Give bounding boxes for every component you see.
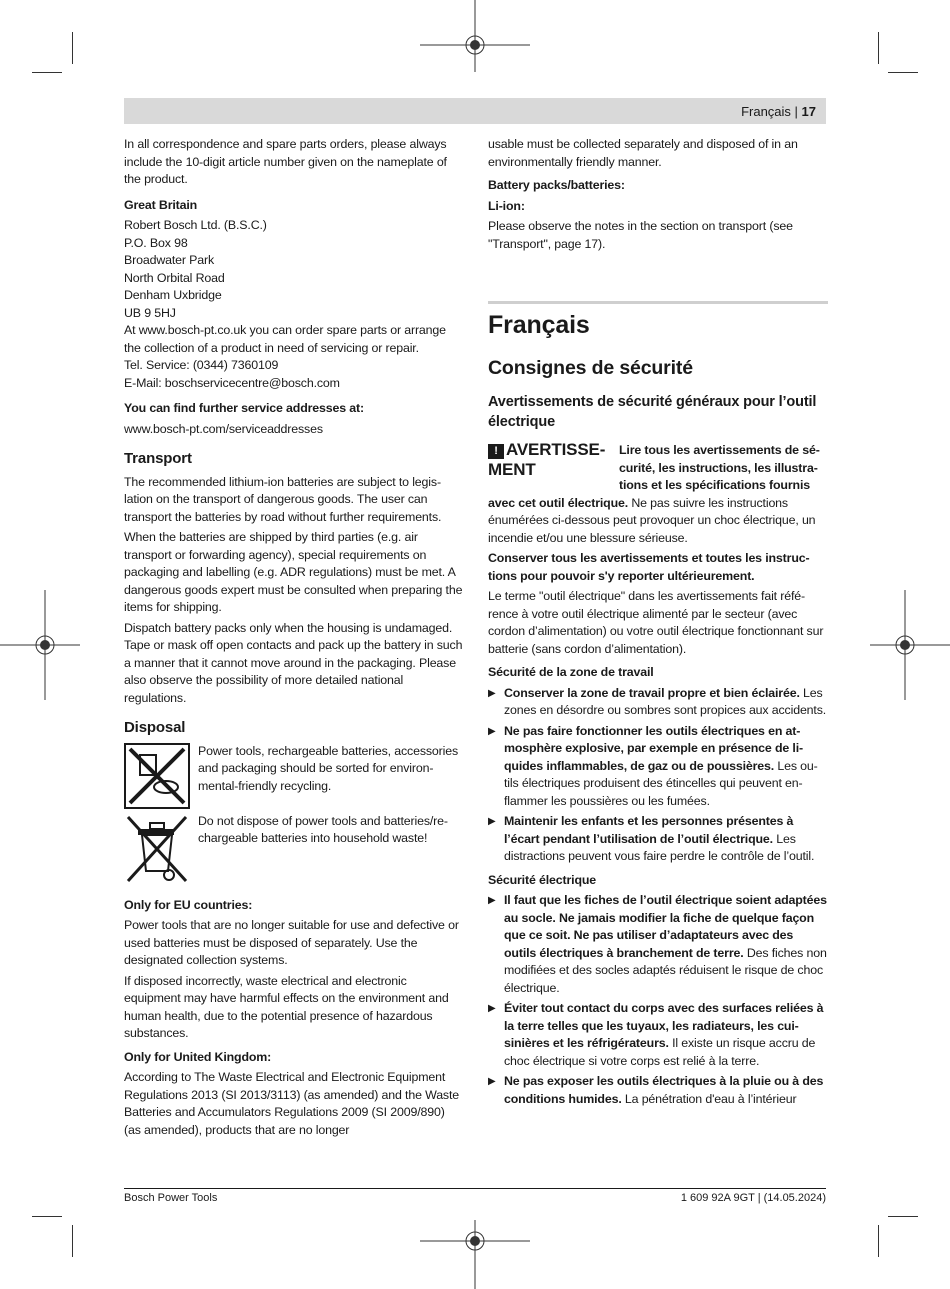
- uk-paragraph: According to The Waste Electrical and Electronic Equipment Regulations 2013 (SI 2013/3113) (as amended) and the Waste Batteries and Accumulators Regulations 2009 (SI 2009/890) (as amended), products that are no longer: [124, 1070, 460, 1137]
- address-block: [124, 217, 464, 322]
- crop-mark: [888, 1216, 918, 1217]
- bullet-triangle-icon: ▶: [488, 725, 496, 737]
- right-column: [488, 136, 828, 1111]
- bullet-text: Les outils électriques produisent des étincelles qui peuvent enflammer les poussières ou les fumées.: [504, 758, 818, 808]
- warning-rest: Ne pas suivre les instructions énumérées ci-dessous peut provoquer un choc électrique, un incendie et/ou une blessure sérieuse.: [488, 495, 816, 545]
- bullet-text: Des fiches non modifiées et des socles adaptés réduisent le risque de choc électrique.: [504, 945, 827, 995]
- disposal-heading: Disposal: [124, 719, 186, 736]
- registration-mark-top: [420, 0, 530, 80]
- footer-brand: Bosch Power Tools: [124, 1192, 218, 1204]
- order-text: At www.bosch-pt.co.uk you can order spare parts or arrange the collection of a product in need of servicing or repair.: [124, 323, 446, 355]
- registration-mark-right: [870, 590, 950, 700]
- address-line: Denham Uxbridge: [124, 288, 222, 302]
- transport-paragraph: The recommended lithium-ion batteries are subject to legislation on the transport of dangerous goods. The user can transport the batteries by road without further requirements.: [124, 474, 442, 524]
- page-number: 17: [801, 104, 816, 119]
- bullet-bold: Ne pas exposer les outils électriques à la pluie ou à des conditions humides.: [504, 1074, 824, 1106]
- general-warnings-title: Avertissements de sécurité généraux pour l’outil électrique: [488, 394, 817, 430]
- keep-instructions: Conserver tous les avertissements et toutes les instructions pour pouvoir s'y reporter ultérieurement.: [488, 551, 810, 583]
- transport-paragraph: Dispatch battery packs only when the housing is undamaged. Tape or mask off open contacts and pack up the battery in such a manner that it cannot move around in the packaging. Please also observe the possibility of more detailed national regulations.: [124, 620, 463, 705]
- crop-mark: [888, 72, 918, 73]
- recycling-icon: [124, 743, 190, 809]
- section-rule: [488, 301, 828, 304]
- warning-bold-text: Lire tous les avertissements de sécurité, les instructions, les illustrations et les spécifications fournis: [619, 443, 820, 492]
- term-definition: Le terme "outil électrique" dans les avertissements fait référence à votre outil électrique alimenté par le secteur (avec cordon d’alimentation) ou votre outil électrique fonctionnant sur batterie (sans cordon d’alimentation).: [488, 589, 824, 656]
- email-text: E-Mail: boschservicecentre@bosch.com: [124, 375, 340, 390]
- recycling-text: Power tools, rechargeable batteries, accessories and packaging should be sorted for environmental-friendly recycling.: [198, 743, 459, 793]
- list-item: [488, 813, 828, 866]
- tel-text: Tel. Service: (0344) 7360109: [124, 358, 279, 372]
- warning-tag-text: AVERTISSEMENT: [488, 440, 606, 479]
- header-language: Français: [741, 104, 791, 119]
- crop-mark: [72, 32, 73, 64]
- bullet-bold: Éviter tout contact du corps avec des surfaces reliées à la terre telles que les tuyaux, les radiateurs, les cuisinières et les réfrigérateurs.: [504, 1001, 824, 1050]
- eu-paragraph: If disposed incorrectly, waste electrical and electronic equipment may have harmful effects on the environment and human health, due to the potential presence of hazardous substances.: [124, 973, 449, 1040]
- warning-tag: [488, 440, 613, 495]
- waste-bin-row: [124, 813, 464, 885]
- bullet-text: Il existe un risque accru de choc électrique si votre corps est relié à la terre.: [504, 1036, 816, 1068]
- liion-text: Please observe the notes in the section on transport (see "Transport", page 17).: [488, 219, 793, 251]
- page-header: Français | 17: [741, 104, 816, 119]
- intro-text: In all correspondence and spare parts orders, please always include the 10‑digit article number given on the nameplate of the product.: [124, 137, 447, 186]
- bullet-bold: Ne pas faire fonctionner les outils électriques en atmosphère explosive, par exemple en présence de liquides inflammables, de gaz ou de poussières.: [504, 723, 804, 773]
- header-band: [124, 98, 826, 124]
- bullet-triangle-icon: ▶: [488, 816, 496, 827]
- gb-heading: Great Britain: [124, 197, 198, 212]
- eu-heading: Only for EU countries:: [124, 897, 253, 912]
- bullet-triangle-icon: ▶: [488, 895, 496, 906]
- battery-heading: Battery packs/batteries:: [488, 178, 625, 192]
- list-item: [488, 723, 828, 811]
- warning-paragraph: [488, 495, 828, 548]
- continued-text: usable must be collected separately and disposed of in an environmentally friendly manner.: [488, 137, 798, 169]
- bullet-text: La pénétration d'eau à l’intérieur: [621, 1091, 797, 1106]
- footer-rule: [124, 1188, 826, 1189]
- warning-bold-cont: avec cet outil électrique.: [488, 495, 629, 510]
- further-heading: You can find further service addresses at:: [124, 401, 364, 415]
- bullet-bold: Il faut que les fiches de l’outil électrique soient adaptées au socle. Ne jamais modifier la fiche de quelque façon que ce soit. Ne pas utiliser d’adaptateurs avec des outils électriques à branchement de terre.: [504, 893, 827, 960]
- list-item: [488, 1000, 828, 1070]
- further-url: www.bosch-pt.com/serviceaddresses: [124, 421, 323, 436]
- address-line: P.O. Box 98: [124, 235, 188, 250]
- crossed-bin-icon: [124, 813, 190, 885]
- uk-heading: Only for United Kingdom:: [124, 1049, 272, 1064]
- crop-mark: [878, 32, 879, 64]
- address-line: North Orbital Road: [124, 270, 225, 285]
- crop-mark: [32, 1216, 62, 1217]
- bullet-triangle-icon: ▶: [488, 1003, 496, 1014]
- bullet-triangle-icon: ▶: [488, 1076, 496, 1087]
- warning-triangle-icon: !: [488, 444, 504, 459]
- transport-heading: Transport: [124, 450, 192, 467]
- footer-docnumber: 1 609 92A 9GT | (14.05.2024): [680, 1192, 826, 1204]
- crop-mark: [72, 1225, 73, 1257]
- crop-mark: [878, 1225, 879, 1257]
- crop-mark: [32, 72, 62, 73]
- liion-heading: Li-ion:: [488, 198, 525, 213]
- registration-mark-left: [0, 590, 80, 700]
- address-line: Robert Bosch Ltd. (B.S.C.): [124, 218, 267, 232]
- electrical-heading: Sécurité électrique: [488, 872, 597, 887]
- left-column: [124, 136, 464, 1142]
- bullet-bold: Conserver la zone de travail propre et bien éclairée.: [504, 685, 800, 700]
- list-item: [488, 1073, 828, 1108]
- bullet-triangle-icon: ▶: [488, 687, 496, 699]
- waste-bin-text: Do not dispose of power tools and batteries/rechargeable batteries into household waste!: [198, 813, 449, 845]
- transport-paragraph: When the batteries are shipped by third parties (e.g. air transport or forwarding agency), special requirements on packaging and labelling (e.g. ADR regulations) must be met. A dangerous goods expert must be consulted when preparing the items for shipping.: [124, 530, 463, 614]
- language-title: Français: [488, 311, 590, 339]
- bullet-text: Les zones en désordre ou sombres sont propices aux accidents.: [504, 685, 827, 717]
- address-line: Broadwater Park: [124, 253, 215, 267]
- eu-paragraph: Power tools that are no longer suitable for use and defective or used batteries must be disposed of separately. Use the designated collection systems.: [124, 918, 459, 967]
- bullet-text: Les distractions peuvent vous faire perdre le contrôle de l’outil.: [504, 831, 815, 863]
- recycling-row: [124, 743, 464, 809]
- registration-mark-bottom: [420, 1210, 530, 1289]
- bullet-bold: Maintenir les enfants et les personnes présentes à l’écart pendant l’utilisation de l’outil électrique.: [504, 814, 794, 846]
- work-area-heading: Sécurité de la zone de travail: [488, 665, 654, 679]
- address-line: UB 9 5HJ: [124, 305, 176, 320]
- list-item: [488, 685, 828, 720]
- list-item: [488, 892, 828, 997]
- safety-title: Consignes de sécurité: [488, 357, 693, 379]
- warning-block: [488, 440, 828, 495]
